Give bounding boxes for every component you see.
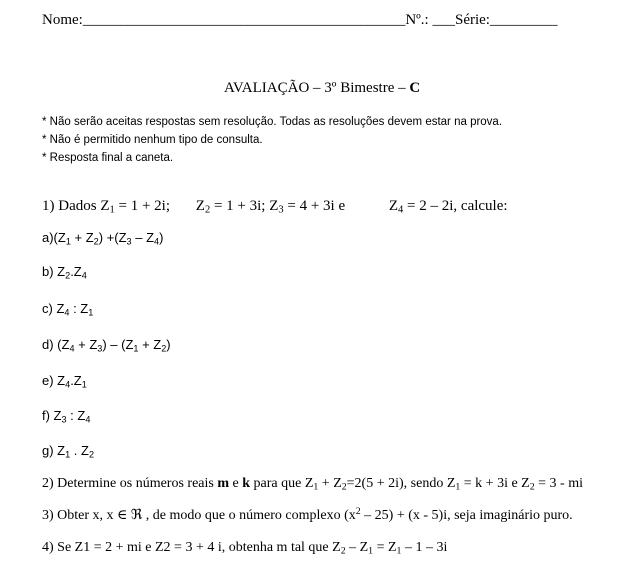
q1-item-c: c) $Z_4$ : $Z_1$: [42, 301, 94, 318]
question-2: 2) Determine os números reais m e k para que $Z_1 + Z_2=2(5 + 2i)$, sendo $Z_1 = k + 3i$ e $Z_2 = 3$ - mi: [42, 476, 583, 493]
q1-item-e: e) $Z_4.Z_1$: [42, 373, 87, 390]
title-version: C: [409, 80, 421, 96]
numero-field[interactable]: ___: [432, 12, 455, 28]
q1-item-b: b) $Z_2.Z_4$: [42, 264, 87, 281]
nome-label: Nome:: [42, 12, 83, 28]
title-text: AVALIAÇÃO – 3º Bimestre –: [224, 80, 406, 96]
rule-2: * Não é permitido nenhum tipo de consulta.: [42, 134, 263, 146]
serie-field[interactable]: _________: [489, 12, 558, 28]
rule-1: * Não serão aceitas respostas sem resolução. Todas as resoluções devem estar na prova.: [42, 116, 503, 128]
question-4: 4) Se Z1 = 2 + mi e Z2 = 3 + 4 i, obtenha m tal que $Z_2 - Z_1 = Z_1 - 1 - 3i$: [42, 540, 448, 557]
q1-item-f: f) $Z_3$ : $Z_4$: [42, 408, 91, 425]
q1-item-g: g) $Z_1$ . $Z_2$: [42, 443, 95, 460]
nome-field[interactable]: ___________________________________________: [82, 12, 406, 28]
student-header: [42, 12, 557, 29]
q1-item-a: $a)(Z_1 + Z_2) +(Z_3 - Z_4)$: [42, 230, 164, 247]
numero-label: Nº.:: [405, 12, 429, 28]
question-3: 3) Obter x, x ∈ ℜ , de modo que o número complexo $(x^2 - 25) + (x - 5)i$, seja imaginário puro.: [42, 506, 573, 523]
question-1: 1) Dados $Z_1 = 1 + 2i$; $Z_2 = 1 + 3i$; $Z_3 = 4 + 3i$ e $Z_4 = 2 - 2i$, calcule:: [42, 198, 508, 216]
page-title: [224, 80, 420, 97]
serie-label: Série:: [454, 12, 490, 28]
q1-item-d: d) $(Z_4 + Z_3) - (Z_1 + Z_2)$: [42, 337, 171, 354]
rule-3: * Resposta final a caneta.: [42, 152, 174, 164]
